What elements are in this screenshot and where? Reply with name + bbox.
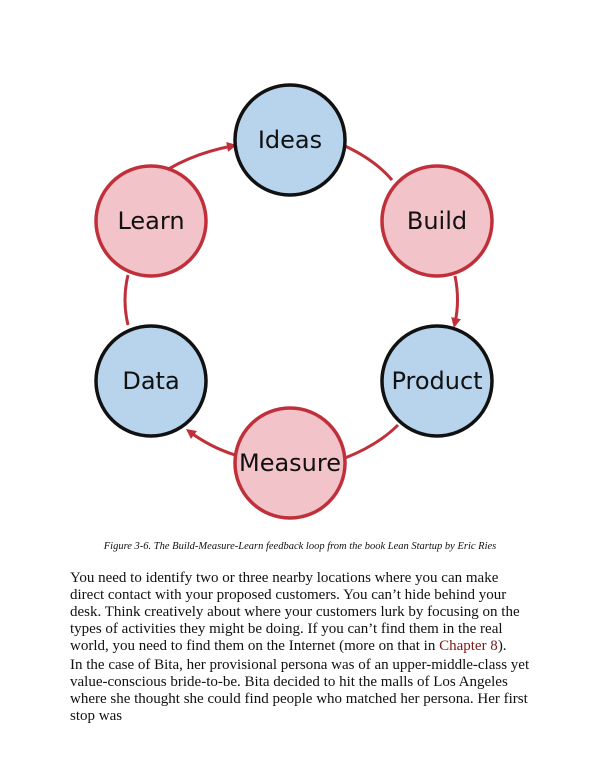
- node-label-data: Data: [122, 367, 180, 395]
- paragraph-locations: [70, 570, 530, 655]
- node-learn: [96, 166, 206, 276]
- figure-caption: Figure 3-6. The Build-Measure-Learn feedback loop from the book Lean Startup by Eric Ries: [103, 541, 497, 552]
- node-product: [382, 326, 492, 436]
- arrow-product-to-measure: [345, 425, 398, 458]
- chapter-link[interactable]: Chapter 8: [439, 638, 498, 654]
- paragraph-end: ).: [497, 638, 507, 654]
- node-measure: [235, 408, 345, 518]
- arrow-ideas-to-build: [345, 146, 392, 180]
- paragraph-text: You need to identify two or three nearby locations where you can make direct contact with your proposed customers. You can’t hide behind your desk. Think creatively about where your customers lurk by focusing on the types of activities they might be doing. If you can’t find them in the real world, you need to find them on the Internet (more on that in: [70, 570, 520, 654]
- arrow-build-to-product: [455, 276, 458, 323]
- node-label-measure: Measure: [239, 449, 341, 477]
- node-build: [382, 166, 492, 276]
- node-data: [96, 326, 206, 436]
- node-ideas: [235, 85, 345, 195]
- node-label-build: Build: [406, 207, 468, 235]
- arrow-measure-to-data: [190, 432, 235, 455]
- node-label-product: Product: [391, 367, 483, 395]
- arrow-data-to-learn: [125, 275, 128, 325]
- node-label-ideas: Ideas: [257, 126, 323, 154]
- paragraph-bita: In the case of Bita, her provisional persona was of an upper-middle-class yet value-conscious bride-to-be. Bita decided to hit the malls of Los Angeles where she thought she could find people who matched her persona. Her first stop was: [70, 657, 530, 724]
- node-label-learn: Learn: [117, 207, 185, 235]
